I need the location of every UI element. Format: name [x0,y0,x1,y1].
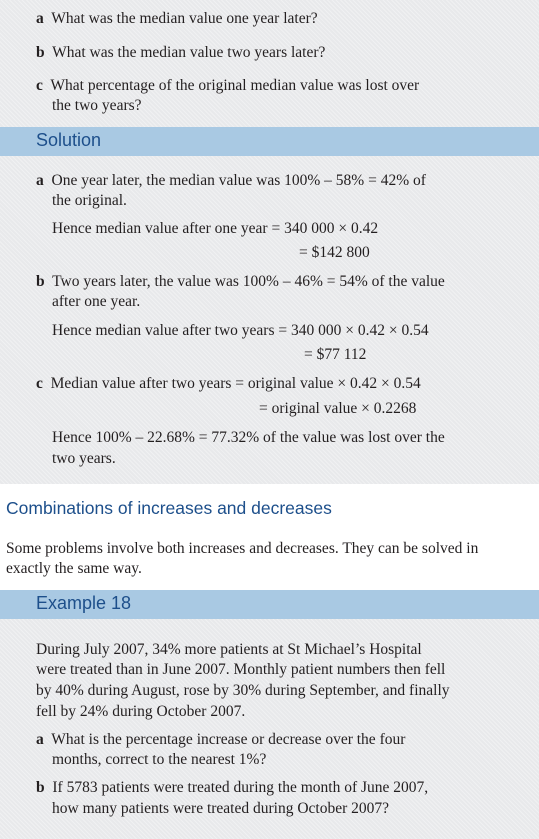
section-para-line1: Some problems involve both increases and decreases. They can be solved in [6,540,479,557]
example-band [0,590,539,619]
solution-band [0,127,539,156]
solution-a-calc2: = $142 800 [299,244,370,261]
solution-c-text1: Median value after two years = original value × 0.42 × 0.54 [50,375,421,392]
example-para-line1: During July 2007, 34% more patients at St Michael’s Hospital [36,641,422,658]
solution-b-label: b [36,273,45,290]
solution-c-label: c [36,375,43,392]
question-b-label: b [36,44,45,61]
solution-title: Solution [36,130,102,150]
question-a-label: a [36,10,44,27]
example-title: Example 18 [36,593,132,613]
solution-b-calc1: Hence median value after two years = 340 000 × 0.42 × 0.54 [52,322,429,339]
solution-b-text1: Two years later, the value was 100% – 46% = 54% of the value [52,273,445,290]
example-para-line4: fell by 24% during October 2007. [36,703,246,720]
example-a-line2: months, correct to the nearest 1%? [52,751,267,768]
solution-b-line2: after one year. [52,293,141,310]
question-c-label: c [36,77,43,94]
section-heading: Combinations of increases and decreases [6,498,332,518]
solution-b-line1 [36,272,445,292]
example-para-line2: were treated than in June 2007. Monthly patient numbers then fell [36,661,446,678]
solution-a-line1 [36,171,426,191]
example-b-text1: If 5783 patients were treated during the month of June 2007, [52,779,429,796]
example-a-line1 [36,730,405,750]
solution-c-calc1 [36,374,421,394]
example-para-line3: by 40% during August, rose by 30% during September, and finally [36,682,450,699]
solution-c-line1: Hence 100% – 22.68% = 77.32% of the value was lost over the [52,429,445,446]
question-c-continued [52,96,142,116]
solution-c-calc2: = original value × 0.2268 [259,400,417,417]
question-b-text: What was the median value two years later? [52,44,326,61]
question-a [36,9,318,29]
example-a-text1: What is the percentage increase or decrease over the four [51,731,406,748]
question-b [36,43,325,63]
example-a-label: a [36,731,44,748]
solution-c-line2: two years. [52,450,116,467]
solution-a-calc1: Hence median value after one year = 340 000 × 0.42 [52,220,379,237]
section-para-line2: exactly the same way. [6,560,142,577]
solution-a-label: a [36,172,44,189]
example-b-label: b [36,779,45,796]
solution-b-calc2: = $77 112 [304,346,367,363]
example-b-line2: how many patients were treated during October 2007? [52,800,390,817]
solution-a-line2: the original. [52,192,127,209]
question-a-text: What was the median value one year later? [51,10,318,27]
example-b-line1 [36,778,428,798]
solution-a-text1: One year later, the median value was 100% – 58% = 42% of [51,172,426,189]
question-c-text-2: the two years? [52,97,142,114]
question-c [36,76,419,96]
question-c-text-1: What percentage of the original median value was lost over [50,77,420,94]
